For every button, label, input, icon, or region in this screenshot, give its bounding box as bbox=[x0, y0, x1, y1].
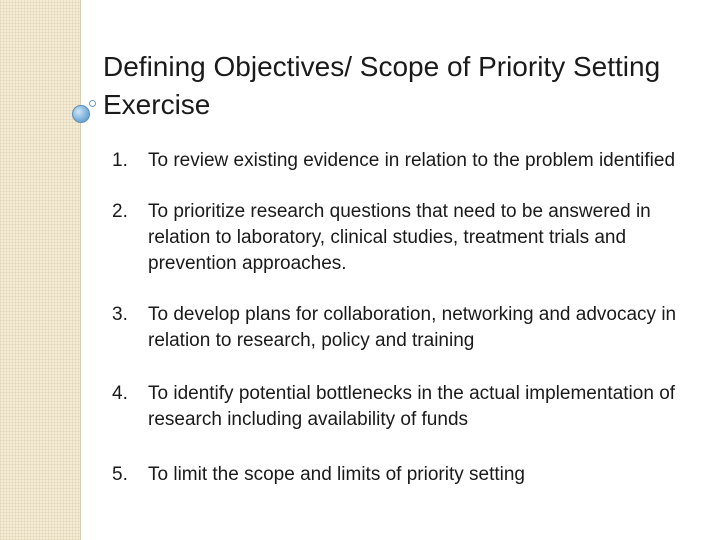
item-number: 1. bbox=[112, 150, 128, 171]
slide-title: Defining Objectives/ Scope of Priority Setting Exercise bbox=[103, 51, 661, 120]
item-number: 4. bbox=[112, 383, 128, 404]
item-number: 5. bbox=[112, 464, 128, 485]
item-number: 2. bbox=[112, 201, 128, 222]
item-text: To develop plans for collaboration, networking and advocacy in relation to research, policy and training bbox=[148, 304, 677, 351]
decorative-circle-icon bbox=[72, 105, 90, 123]
list-item bbox=[112, 462, 702, 488]
list-item bbox=[112, 148, 702, 174]
item-text: To prioritize research questions that need to be answered in relation to laboratory, clinical studies, treatment trials and prevention approaches. bbox=[148, 201, 651, 274]
item-number: 3. bbox=[112, 304, 128, 325]
list-item bbox=[112, 199, 702, 277]
list-item bbox=[112, 302, 702, 354]
item-text: To identify potential bottlenecks in the actual implementation of research including availability of funds bbox=[148, 383, 676, 430]
side-divider bbox=[80, 0, 81, 540]
decorative-small-circle-icon bbox=[89, 100, 96, 107]
list-item bbox=[112, 381, 702, 433]
item-text: To review existing evidence in relation to the problem identified bbox=[148, 150, 676, 171]
decorative-side-band bbox=[0, 0, 80, 540]
item-text: To limit the scope and limits of priority setting bbox=[148, 464, 525, 485]
objectives-list bbox=[112, 148, 702, 513]
